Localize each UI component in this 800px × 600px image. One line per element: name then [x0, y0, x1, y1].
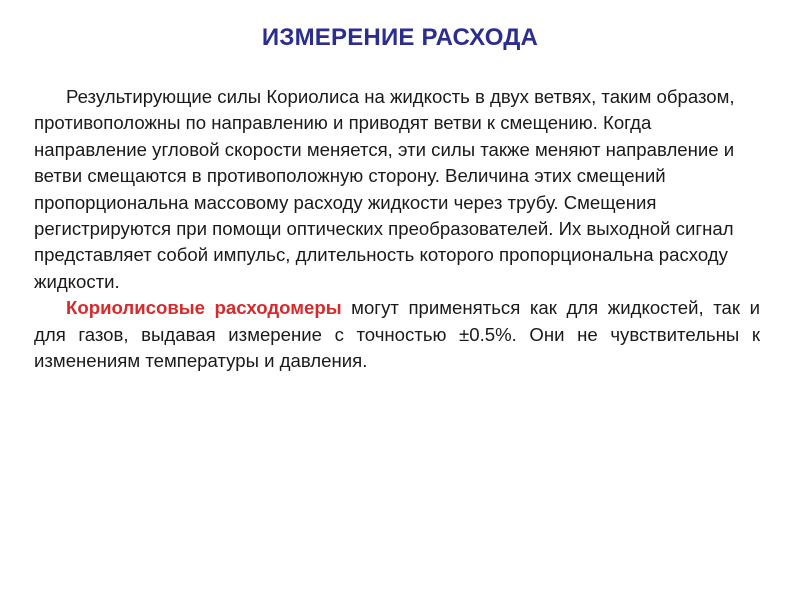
paragraph-coriolis-forces: Результирующие силы Кориолиса на жидкость в двух ветвях, таким образом, противоположны по направлению и приводят ветви к смещению. Когда направление угловой скорости меняется, эти силы также меняют направление и ветви смещаются в противоположную сторону. Величина этих смещений пропорциональна массовому расходу жидкости через трубу. Смещения регистрируются при помощи оптических преобразователей. Их выходной сигнал представляет собой импульс, длительность которого пропорциональна расходу жидкости.	[34, 86, 735, 292]
highlight-term: Кориолисовые расходомеры	[66, 297, 342, 319]
paragraph-coriolis-meters	[34, 295, 760, 374]
slide-body	[34, 84, 760, 374]
paragraph-coriolis-meters-text: могут применяться как для жидкостей, так и для газов, выдавая измерение с точностью ±0.5%. Они не чувствительны к изменениям температуры и давления.	[34, 297, 760, 372]
slide-title: ИЗМЕРЕНИЕ РАСХОДА	[261, 24, 539, 51]
